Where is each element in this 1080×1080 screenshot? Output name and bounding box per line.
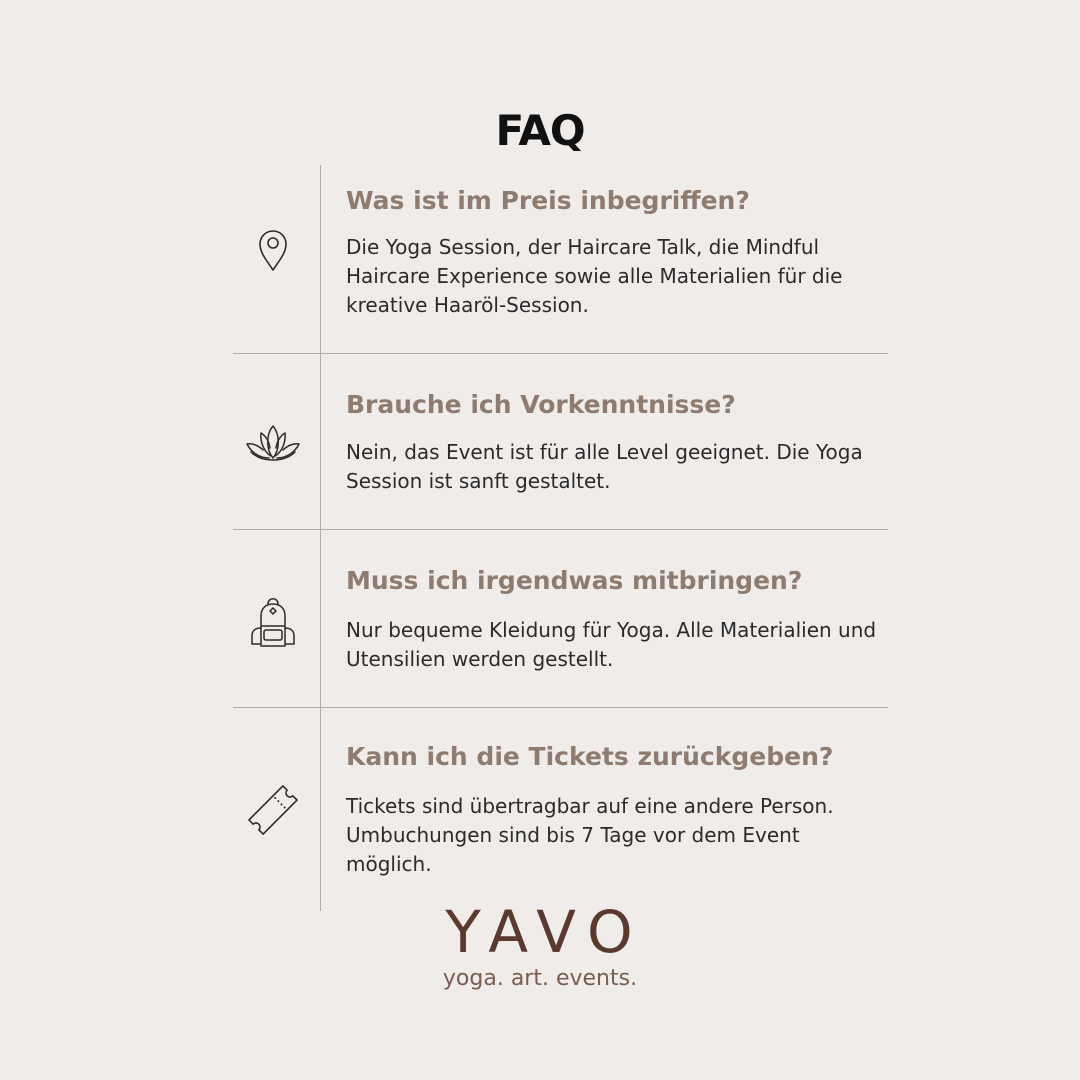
location-pin-icon [241, 218, 305, 282]
vertical-divider [320, 165, 321, 911]
faq-answer-4: Tickets sind übertragbar auf eine andere Person. Umbuchungen sind bis 7 Tage vor dem Event möglich. [346, 794, 834, 876]
faq-divider-3 [233, 707, 888, 708]
faq-question-1: Was ist im Preis inbegriffen? [346, 186, 750, 215]
brand-tagline: yoga. art. events. [442, 966, 638, 991]
faq-question-3: Muss ich irgendwas mitbringen? [346, 566, 803, 595]
faq-answer-3: Nur bequeme Kleidung für Yoga. Alle Materialien und Utensilien werden gestellt. [346, 618, 877, 671]
page-title: FAQ [495, 106, 585, 155]
faq-question-4: Kann ich die Tickets zurückgeben? [346, 742, 834, 771]
faq-divider-1 [233, 353, 888, 354]
faq-question-2: Brauche ich Vorkenntnisse? [346, 390, 736, 419]
brand-logo: YAVO [445, 898, 645, 966]
ticket-icon [241, 778, 305, 842]
lotus-icon [241, 412, 305, 476]
faq-divider-2 [233, 529, 888, 530]
faq-answer-2: Nein, das Event ist für alle Level geeignet. Die Yoga Session ist sanft gestaltet. [346, 440, 863, 493]
backpack-icon [241, 588, 305, 652]
faq-answer-1: Die Yoga Session, der Haircare Talk, die Mindful Haircare Experience sowie alle Materialien für die kreative Haaröl-Session. [346, 235, 843, 317]
